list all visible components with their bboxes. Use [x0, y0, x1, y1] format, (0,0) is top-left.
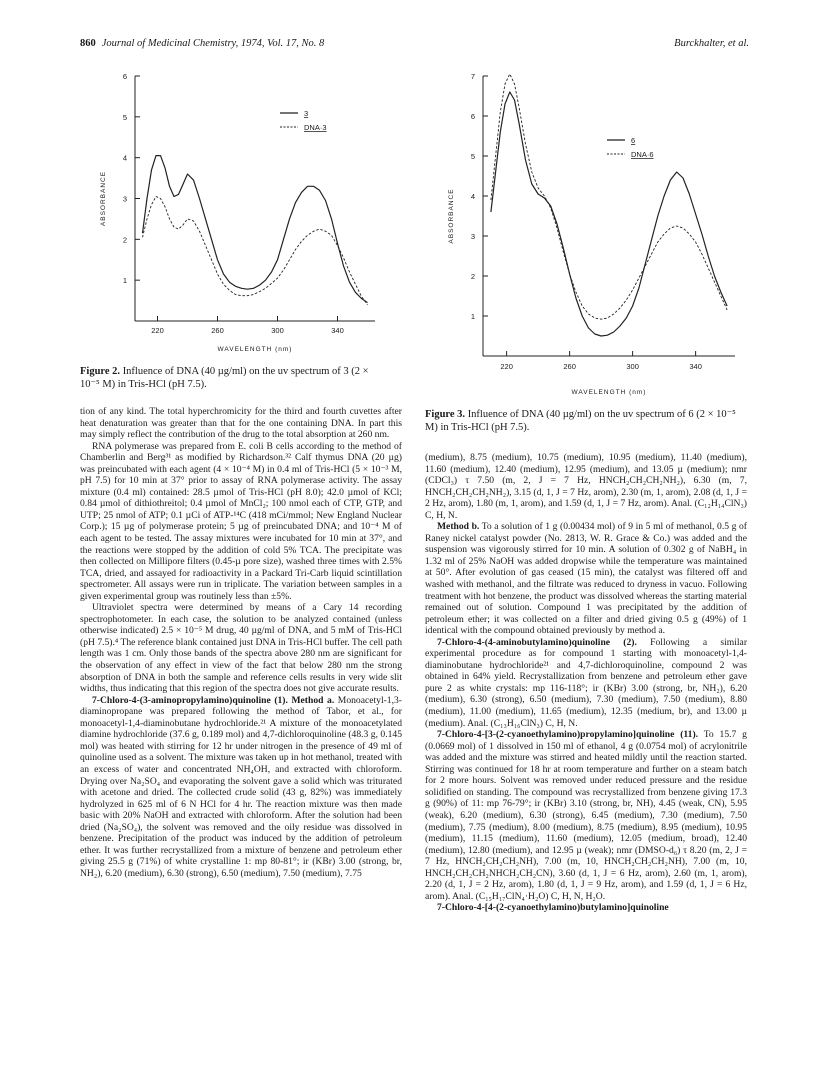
left-text-column	[80, 406, 402, 879]
legend-label: 6	[631, 136, 636, 145]
series-line-2	[143, 197, 368, 305]
y-axis-label: ABSORBANCE	[100, 170, 107, 227]
x-axis-label: WAVELENGTH (nm)	[571, 389, 647, 396]
legend-label: DNA·6	[631, 150, 654, 159]
section-heading: 7-Chloro-4-(3-aminopropylamino)quinoline (1). Method a.	[92, 694, 335, 706]
figure-3-caption-text: Influence of DNA (40 µg/ml) on the uv spectrum of 6 (2 × 10⁻⁵ M) in Tris-HCl (pH 7.5).	[425, 409, 736, 433]
x-tick-label: 340	[331, 326, 344, 335]
y-tick-label: 2	[122, 235, 127, 245]
y-tick-label: 3	[122, 194, 127, 204]
figure-3-label: Figure 3.	[425, 409, 466, 420]
y-tick-label: 6	[122, 72, 127, 81]
y-tick-label: 4	[470, 192, 475, 201]
paragraph-text: Monoacetyl-1,3-diaminopropane was prepared following the method of Tabor, et al., for monoacetyl-1,4-diaminobutane hydrochloride.²¹ A mixture of the monoacetylated diamine hydrochloride (37.6 g, 0.189 mol) and 4,7-dichloroquinoline (48.3 g, 0.145 mol) was heated with stirring for 12 hr under nitrogen in the presence of 49 ml of quinoline used as a solvent. The mixture was taken up in hot methanol, treated with an excess of water and concentrated NH₄OH, and extracted with chloroform. Drying over Na₂SO₄ and evaporating the solvent gave a solid which was triturated with acetone and dried. The collected crude solid (43 g, 82%) was immediately hydrolyzed in 625 ml of 6 N HCl for 4 hr. The reaction mixture was then made basic with 20% NaOH and extracted with chloroform. After the solution had been dried (Na₂SO₄), the solvent was removed and the oily residue was dissolved in benzene. Precipitation of the product was induced by the addition of petroleum ether. It was further recrystallized from a mixture of benzene and petroleum ether giving 25.5 g (71%) of white crystalline 1: mp 80-81°; ir (KBr) 3.00 (strong, br, NH₂), 6.20 (medium), 6.30 (strong), 6.50 (medium), 7.50 (medium), 7.75	[80, 694, 402, 879]
figure-2-label: Figure 2.	[80, 366, 121, 377]
page-header	[0, 38, 827, 54]
x-tick-label: 220	[151, 326, 164, 335]
y-tick-label: 2	[470, 272, 475, 281]
series-line-1	[491, 92, 727, 336]
x-tick-label: 260	[563, 362, 576, 371]
x-tick-label: 340	[689, 362, 702, 371]
figure-2-caption-text: Influence of DNA (40 µg/ml) on the uv spectrum of 3 (2 × 10⁻⁵ M) in Tris-HCl (pH 7.5).	[80, 366, 369, 390]
section-heading: 7-Chloro-4-[3-(2-cyanoethylamino)propylamino]quinoline (11).	[437, 729, 699, 741]
y-tick-label: 3	[470, 232, 475, 241]
paragraph	[80, 602, 402, 694]
x-tick-label: 220	[500, 362, 513, 371]
paragraph-text: Following a similar experimental procedure as for compound 1 starting with monoacetyl-1,4-diaminobutane hydrochloride²¹ and 4,7-dichloroquinoline, compound 2 was obtained in 64% yield. Recrystallization from benzene and petroleum ether gave pure 2 as white crystals: mp 116-118°; ir (KBr) 3.00 (strong, br, NH₂), 6.20 (medium), 6.30 (strong), 6.50 (medium), 7.30 (medium), 7.50 (medium), 8.80 (medium), 11.00 (medium), 11.65 (medium), 12.35 (medium, br), and 13.00 µ (medium). Anal. (C₁₃H₁₆ClN₃) C, H, N.	[425, 636, 748, 729]
section-heading: Method b.	[437, 521, 480, 533]
legend-label: 3	[304, 109, 309, 118]
journal-citation	[80, 38, 324, 49]
series-line-2	[491, 74, 727, 319]
paragraph-text: RNA polymerase was prepared from E. coli B cells according to the method of Chamberlin and Berg³¹ as modified by Richardson.³² Calf thymus DNA (20 µg) was preincubated with each agent (4 × 10⁻⁴ M) in 0.4 ml of Tris-HCl (5 × 10⁻³ M, pH 7.5) for 10 min at 37° prior to assay of RNA polymerase activity. The assay mixture (0.4 ml) contained: 28.5 µmol of Tris-HCl (pH 8.0); 42.0 µmol of KCl; 0.84 µmol of dithiothreitol; 0.4 µmol of MnCl₂; 100 nmol each of CTP, GTP, and UTP; 25 nmol of ATP; 0.1 µCi of ATP-¹⁴C (418 mCi/mmol; New England Nuclear Corp.); 15 µg of polymerase protein; 5 µg of preincubated DNA; and 10⁻⁴ M of each agent to be tested. The assay mixtures were incubated for 10 min at 37°, and the reactions were stopped by the addition of cold 5% TCA. The precipitate was then collected on Millipore filters (0.45-µ pore size), washed three times with 2.5% TCA, dried, and assayed for radioactivity in a Packard Tri-Carb liquid scintillation spectrometer. All assays were run in triplicate. The variation between samples in a given experimental group was routinely less than ±5%.	[80, 440, 402, 602]
paragraph	[80, 695, 402, 880]
paragraph	[425, 521, 747, 636]
y-tick-label: 7	[470, 72, 475, 81]
journal-name: Journal of Medicinal Chemistry, 1974, Vol. 17, No. 8	[101, 38, 325, 49]
section-heading: 7-Chloro-4-[4-(2-cyanoethylamino)butylamino]quinoline	[437, 902, 669, 914]
series-line-1	[143, 156, 368, 303]
figure-3-chart	[425, 66, 745, 406]
figure-2-caption	[80, 365, 380, 391]
legend-label: DNA·3	[304, 123, 327, 132]
paragraph-text: (medium), 8.75 (medium), 10.75 (medium), 10.95 (medium), 11.40 (medium), 11.60 (medium), 12.40 (medium), 12.95 (medium), and 13.05 µ (medium); nmr (CDCl₃) τ 7.50 (m, 2, J = 7 Hz, HNCH₂CH₂CH₂NH₂), 6.30 (m, 7, HNCH₂CH₂CH₂NH₂), 3.15 (d, 1, J = 7 Hz, arom), 2.30 (m, 1, arom), 2.08 (d, 1, J = 2 Hz, arom), 1.80 (m, 1, arom), and 1.59 (d, 1, J = 7 Hz, arom). Anal. (C₁₂H₁₄ClN₃) C, H, N.	[425, 452, 747, 521]
figure-3-caption	[425, 408, 747, 434]
y-tick-label: 5	[122, 112, 127, 122]
right-text-column	[425, 452, 747, 914]
paragraph-text: Ultraviolet spectra were determined by means of a Cary 14 recording spectrophotometer. In each case, the solution to be analyzed contained (unless otherwise indicated) 2.5 × 10⁻⁵ M drug, 40 µg/ml of DNA, and 5 mM of Tris-HCl (pH 7.5).⁴ The reference blank contained just DNA in Tris-HCl buffer. The cell path length was 1 cm. Only those bands of the spectra above 280 nm are significant for the observation of any effect in view of the fact that below 280 nm the strong absorption of DNA in both the sample and reference cells results in very wide slit widths, thus indicating that this region of the spectra does not give accurate results.	[80, 602, 402, 695]
y-tick-label: 4	[122, 153, 127, 163]
y-tick-label: 1	[470, 312, 475, 321]
x-tick-label: 260	[211, 326, 224, 335]
x-tick-label: 300	[626, 362, 639, 371]
paragraph	[425, 729, 747, 902]
running-author: Burckhalter, et al.	[674, 38, 749, 49]
y-tick-label: 5	[470, 152, 475, 161]
y-axis-label: ABSORBANCE	[448, 188, 455, 244]
paragraph	[80, 441, 402, 603]
y-tick-label: 1	[122, 276, 127, 286]
x-axis-label: WAVELENGTH (nm)	[217, 346, 293, 353]
paragraph	[425, 452, 747, 521]
page-number: 860	[80, 38, 96, 49]
y-tick-label: 6	[470, 112, 475, 121]
paragraph	[80, 406, 402, 441]
paragraph-text: To a solution of 1 g (0.00434 mol) of 9 in 5 ml of methanol, 0.5 g of Raney nickel catalyst powder (No. 2813, W. R. Grace & Co.) was added and the suspension was vigorously stirred for 10 min. A solution of 0.302 g of NaBH₄ in 1.32 ml of 25% NaOH was added dropwise while the temperature was maintained at 50°. After evolution of gas ceased (15 min), the catalyst was filtered off and washed with methanol, and the filtrate was reduced to dryness in vacuo. Following treatment with hot benzene, the product was dissolved whereas the starting material remained out of solution. Compound 1 was precipitated by the addition of petroleum ether; it was collected on a filter and dried giving 0.5 g (49%) of 1 identical with the compound obtained previously by method a.	[425, 521, 748, 637]
paragraph	[425, 637, 747, 729]
paragraph-text: tion of any kind. The total hyperchromicity for the third and fourth cuvettes after heat denaturation was greater than that for the one containing DNA. In part this may simply reflect the contribution of the drug to the total absorption at 260 nm.	[80, 406, 402, 441]
x-tick-label: 300	[271, 326, 284, 335]
paragraph-text: To 15.7 g (0.0669 mol) of 1 dissolved in 150 ml of ethanol, 4 g (0.0754 mol) of acrylonitrile was added and the mixture was stirred and heated mildly until the reaction started. Stirring was continued for 18 hr at room temperature and further on a steam batch for 2 more hours. Solvent was removed under reduced pressure and the residue solidified on standing. The compound was recrystallized from benzene giving 17.3 g (90%) of 11: mp 76-79°; ir (KBr) 3.10 (strong, br, NH), 4.45 (weak, CN), 5.95 (weak), 6.20 (medium), 6.30 (strong), 6.45 (medium), 7.30 (medium), 7.50 (medium), 7.75 (medium), 8.00 (medium), 8.75 (medium), 8.95 (medium), 10.95 (medium), 11.15 (medium), 11.60 (medium), 12.05 (medium, broad), 12.40 (medium), 12.80 (medium), and 12.95 µ (weak); nmr (DMSO-d₆) τ 8.20 (m, 2, J = 7 Hz, HNCH₂CH₂CH₂NH), 7.00 (m, 10, HNCH₂CH₂CH₂NH), 7.00 (m, 10, HNCH₂CH₂CH₂NHCH₂CH₂CN), 3.60 (d, 1, J = 6 Hz, arom), 2.60 (m, 1, arom), 2.20 (d, 1, J = 2 Hz, arom), 1.80 (d, 1, J = 9 Hz, arom), and 1.59 (d, 1, J = 6 Hz, arom). Anal. (C₁₅H₁₇ClN₄·H₂O) C, H, N, H₂O.	[425, 729, 747, 902]
figure-2-chart	[80, 68, 380, 363]
paragraph	[425, 902, 747, 914]
section-heading: 7-Chloro-4-(4-aminobutylamino)quinoline (2).	[437, 636, 637, 648]
